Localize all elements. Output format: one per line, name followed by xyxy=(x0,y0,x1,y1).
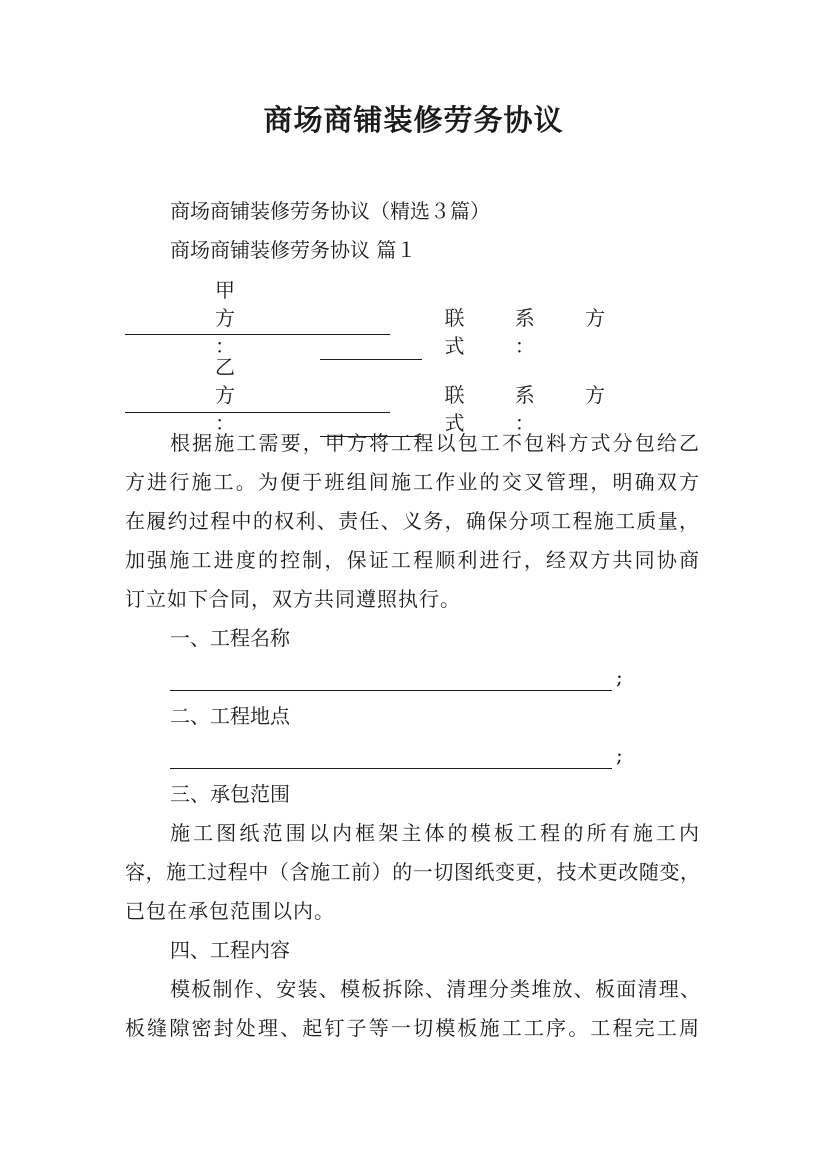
item2-blank xyxy=(170,746,612,769)
item1-semicolon: ; xyxy=(616,665,623,689)
party-a-contact-blank xyxy=(125,312,390,335)
item4-heading: 四、工程内容 xyxy=(170,938,290,962)
intro-line: 在履约过程中的权利、责任、义务，确保分项工程施工质量， xyxy=(125,509,700,533)
party-a-label: 甲 方 ： xyxy=(215,278,249,358)
item4-line: 板缝隙密封处理、起钉子等一切模板施工工序。工程完工周 xyxy=(125,1016,700,1040)
party-b-label: 乙 方 ： xyxy=(215,355,249,435)
item3-line: 施工图纸范围以内框架主体的模板工程的所有施工内 xyxy=(170,821,700,845)
item1-blank xyxy=(170,668,612,691)
intro-line: 根据施工需要，甲方将工程以包工不包料方式分包给乙 xyxy=(170,431,700,455)
party-a-contact-label: 联 系 方 式 ： xyxy=(444,306,628,358)
item2-heading: 二、工程地点 xyxy=(170,704,290,728)
item2-blank-row xyxy=(170,741,623,769)
item3-line: 已包在承包范围以内。 xyxy=(125,899,335,923)
document-subtitle: 商场商铺装修劳务协议（精选３篇） xyxy=(170,199,490,223)
item2-semicolon: ; xyxy=(616,743,623,767)
party-b-contact-label: 联 系 方 式 ： xyxy=(444,383,628,435)
intro-line: 加强施工进度的控制，保证工程顺利进行，经双方共同协商 xyxy=(125,548,700,572)
intro-line: 订立如下合同，双方共同遵照执行。 xyxy=(125,587,461,611)
item4-line: 模板制作、安装、模板拆除、清理分类堆放、板面清理、 xyxy=(170,977,700,1001)
item3-heading: 三、承包范围 xyxy=(170,782,290,806)
party-b-contact-blank xyxy=(125,390,390,413)
section-heading: 商场商铺装修劳务协议 篇１ xyxy=(170,238,417,262)
item1-heading: 一、工程名称 xyxy=(170,626,290,650)
document-title: 商场商铺装修劳务协议 xyxy=(263,103,564,137)
item3-line: 容，施工过程中（含施工前）的一切图纸变更，技术更改随变， xyxy=(125,860,700,884)
item1-blank-row xyxy=(170,663,623,691)
intro-line: 方进行施工。为便于班组间施工作业的交叉管理，明确双方 xyxy=(125,470,700,494)
